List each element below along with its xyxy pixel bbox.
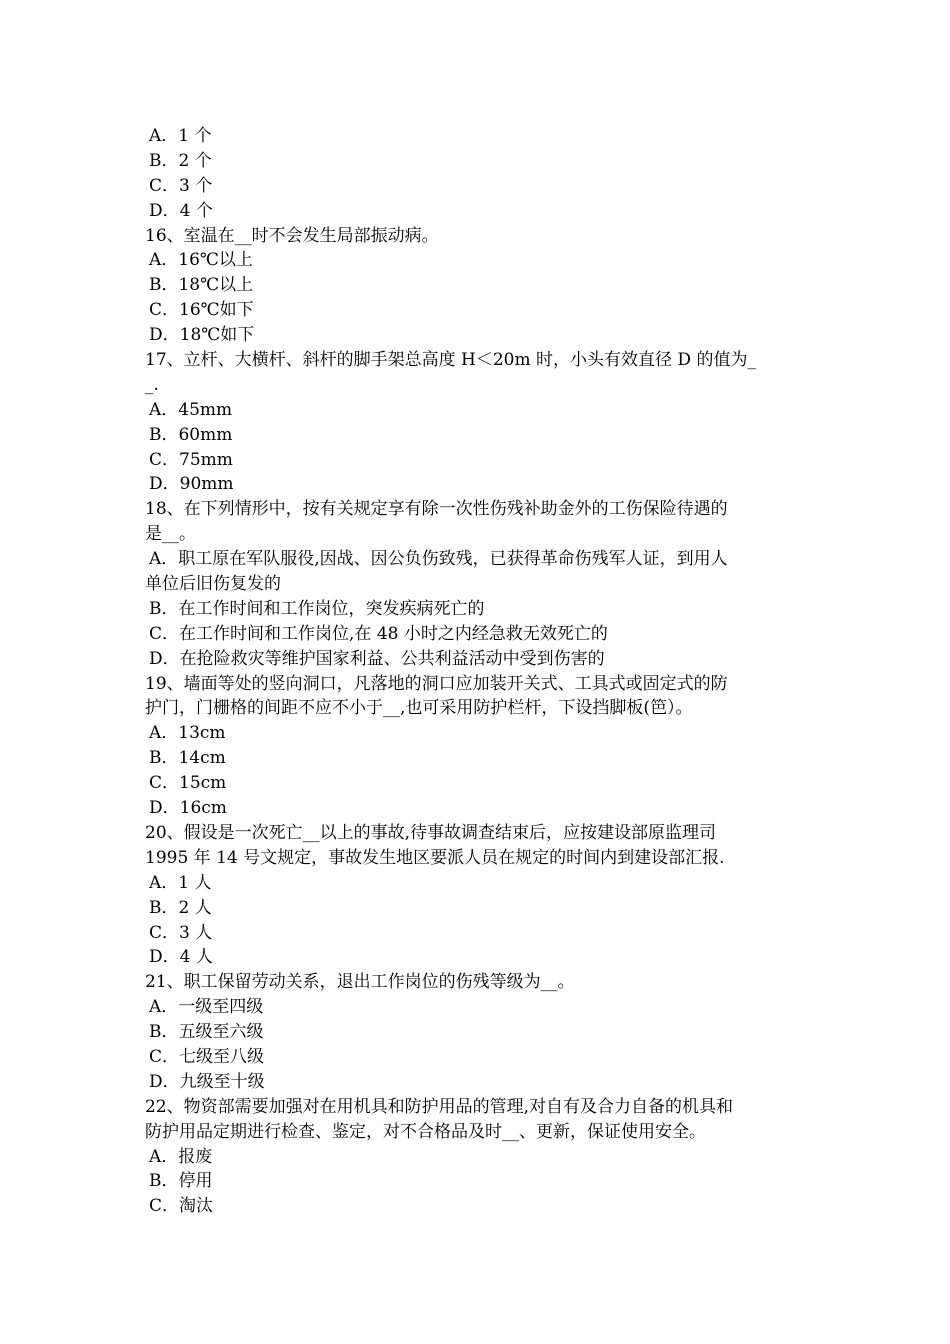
question-line: 17、立杆、大横杆、斜杆的脚手架总高度 H＜20m 时，小头有效直径 D 的值为_ — [145, 350, 756, 371]
question-line: 护门，门栅格的间距不应不小于__,也可采用防护栏杆，下设挡脚板(笆）。 — [145, 698, 693, 719]
option-line: D．16cm — [149, 798, 227, 819]
question-line: 防护用品定期进行检查、鉴定，对不合格品及时__、更新，保证使用安全。 — [145, 1121, 706, 1142]
question-line: 是__。 — [145, 524, 196, 545]
option-line: D．在抢险救灾等维护国家利益、公共利益活动中受到伤害的 — [149, 648, 605, 669]
option-line: C．七级至八级 — [149, 1046, 265, 1067]
question-line: 单位后旧伤复发的 — [145, 574, 281, 595]
option-line: C．15cm — [149, 773, 227, 794]
option-line: C．在工作时间和工作岗位,在 48 小时之内经急救无效死亡的 — [149, 623, 608, 644]
question-line: 20、假设是一次死亡__以上的事故,待事故调查结束后，应按建设部原监理司 — [145, 822, 717, 843]
option-line: B．在工作时间和工作岗位，突发疾病死亡的 — [149, 598, 485, 619]
option-line: D．18℃如下 — [149, 325, 255, 346]
option-line: B．停用 — [149, 1171, 213, 1192]
question-line: 22、物资部需要加强对在用机具和防护用品的管理,对自有及合力自备的机具和 — [145, 1096, 734, 1117]
option-line: B．2 个 — [149, 150, 212, 171]
option-line: A．1 个 — [149, 126, 212, 146]
option-line: C．75mm — [149, 449, 233, 470]
question-line: _. — [145, 374, 159, 395]
question-line: 18、在下列情形中，按有关规定享有除一次性伤残补助金外的工伤保险待遇的 — [145, 499, 728, 520]
option-line: C．3 个 — [149, 175, 213, 196]
question-line: 16、室温在__时不会发生局部振动病。 — [145, 225, 439, 246]
option-line: A．一级至四级 — [149, 997, 264, 1018]
option-line: A．1 人 — [149, 872, 212, 893]
option-line: A．16℃以上 — [149, 250, 253, 271]
option-line: B．14cm — [149, 748, 226, 769]
option-line: B．五级至六级 — [149, 1022, 264, 1043]
option-line: D．4 人 — [149, 947, 213, 968]
document-page — [145, 124, 810, 1219]
option-line: D．九级至十级 — [149, 1071, 265, 1092]
option-line: A．职工原在军队服役,因战、因公负伤致残，已获得革命伤残军人证，到用人 — [149, 549, 728, 570]
option-line: D．4 个 — [149, 200, 213, 221]
option-line: D．90mm — [149, 474, 234, 495]
option-line: C．淘汰 — [149, 1196, 214, 1217]
option-line: C．16℃如下 — [149, 300, 254, 321]
option-line: A．报废 — [149, 1146, 213, 1167]
option-line: B．18℃以上 — [149, 275, 254, 296]
option-line: A．45mm — [149, 399, 233, 420]
option-line: C．3 人 — [149, 922, 213, 943]
option-line: B．2 人 — [149, 897, 212, 918]
option-line: B．60mm — [149, 424, 233, 445]
question-line: 19、墙面等处的竖向洞口，凡落地的洞口应加装开关式、工具式或固定式的防 — [145, 673, 728, 694]
question-line: 21、职工保留劳动关系，退出工作岗位的伤残等级为__。 — [145, 972, 575, 993]
option-line: A．13cm — [149, 723, 226, 744]
question-line: 1995 年 14 号文规定，事故发生地区要派人员在规定的时间内到建设部汇报. — [145, 847, 725, 868]
